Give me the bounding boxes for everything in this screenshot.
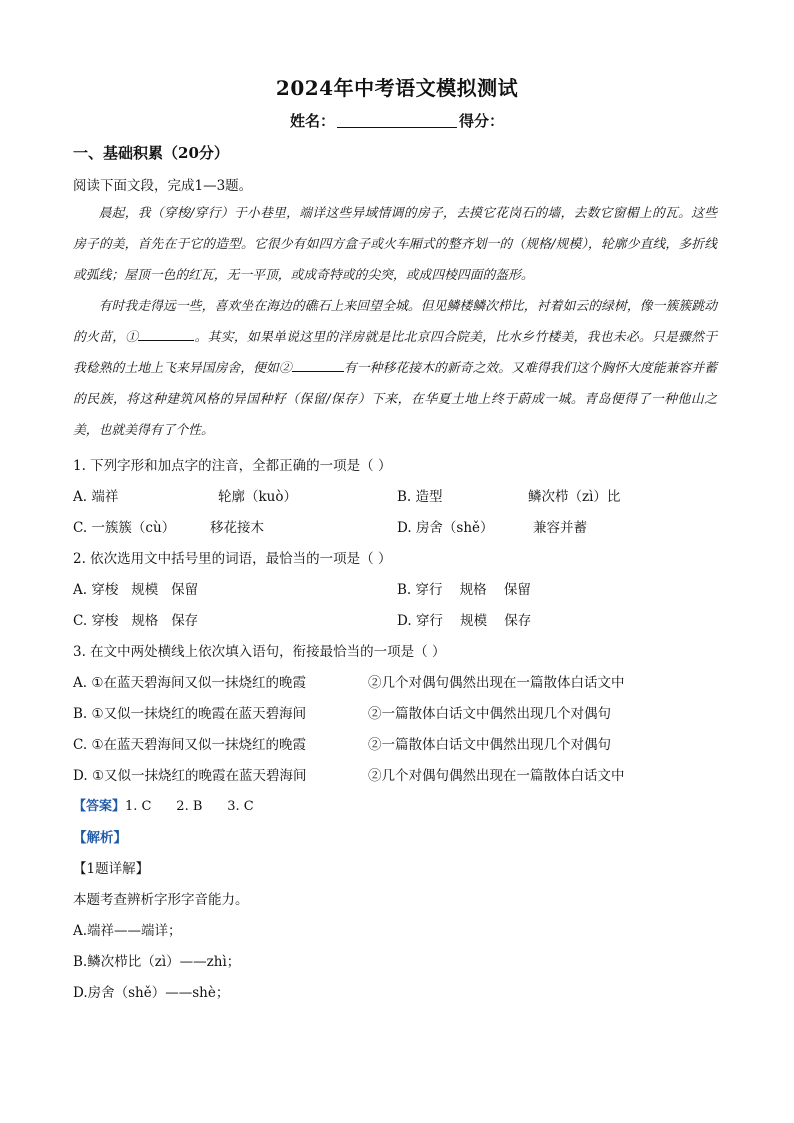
q3-option-a-b: ②几个对偶句偶然出现在一篇散体白话文中 bbox=[368, 675, 625, 691]
detail-line-2: A.端祥——端详； bbox=[73, 923, 182, 939]
blank-1 bbox=[138, 340, 194, 341]
question-2-stem: 2. 依次选用文中括号里的词语，最恰当的一项是（ ） bbox=[73, 551, 392, 567]
blank-2 bbox=[292, 371, 344, 372]
q2-option-b: B. 穿行 规格 保留 bbox=[397, 582, 531, 598]
q2-option-a: A. 穿梭 规模 保留 bbox=[73, 582, 199, 598]
q3-option-b-b: ②一篇散体白话文中偶然出现几个对偶句 bbox=[368, 706, 611, 722]
section-heading: 一、基础积累（20分） bbox=[73, 144, 229, 162]
q1-option-a-b: 轮廓（kuò） bbox=[218, 489, 298, 505]
answer-line: 【答案】1. C 2. B 3. C bbox=[73, 799, 254, 814]
q3-option-b: B. ①又似一抹烧红的晚霞在蓝天碧海间 bbox=[73, 706, 307, 722]
q3-option-d: D. ①又似一抹烧红的晚霞在蓝天碧海间 bbox=[73, 768, 307, 784]
name-blank bbox=[337, 113, 457, 128]
detail-label: 【1题详解】 bbox=[73, 861, 150, 877]
q3-option-a: A. ①在蓝天碧海间又似一抹烧红的晚霞 bbox=[73, 675, 306, 691]
q1-option-d: D. 房舍（shě） bbox=[397, 520, 494, 536]
q2-option-d: D. 穿行 规模 保存 bbox=[397, 613, 532, 629]
q1-option-b: B. 造型 bbox=[397, 489, 443, 505]
q3-option-d-b: ②几个对偶句偶然出现在一篇散体白话文中 bbox=[368, 768, 625, 784]
reading-passage bbox=[73, 198, 717, 446]
q1-option-a: A. 端祥 bbox=[73, 489, 119, 505]
page-title: 2024年中考语文模拟测试 bbox=[275, 76, 519, 100]
q1-option-c: C. 一簇簇（cù） bbox=[73, 520, 176, 536]
q1-option-b-b: 鳞次栉（zì）比 bbox=[528, 489, 621, 505]
question-3-stem: 3. 在文中两处横线上依次填入语句，衔接最恰当的一项是（ ） bbox=[73, 644, 446, 660]
detail-line-1: 本题考查辨析字形字音能力。 bbox=[73, 892, 249, 908]
instruction: 阅读下面文段，完成1—3题。 bbox=[73, 178, 253, 194]
answer-label: 【答案】 bbox=[73, 799, 126, 814]
score-label: 得分： bbox=[459, 112, 505, 130]
passage-paragraph-1: 晨起，我（穿梭/穿行）于小巷里，端详这些异域情调的房子，去摸它花岗石的墙，去数它窗楣上的瓦。这些房子的美，首先在于它的造型。它很少有如四方盒子或火车厢式的整齐划一的（规格/规模），轮廓少直线，多折线或弧线；屋顶一色的红瓦，无一平顶，或成奇特或的尖突，或成四棱四面的盔形。 bbox=[73, 206, 717, 283]
q2-option-c: C. 穿梭 规格 保存 bbox=[73, 613, 199, 629]
q1-option-c-b: 移花接木 bbox=[210, 520, 264, 536]
q1-option-d-b: 兼容并蓄 bbox=[533, 520, 587, 536]
detail-line-4: D.房舍（shě）——shè； bbox=[73, 985, 230, 1001]
name-label: 姓名： bbox=[289, 112, 335, 130]
q3-option-c-b: ②一篇散体白话文中偶然出现几个对偶句 bbox=[368, 737, 611, 753]
passage-paragraph-2: 有时我走得远一些，喜欢坐在海边的礁石上来回望全城。但见鳞楼鳞次栉比，衬着如云的绿树，像一簇簇跳动的火苗，① 。其实，如果单说这里的洋房就是比北京四合院美，比水乡竹楼美，我也未必。只是骤然于我稔熟的土地上飞来异国房舍，便如② 有一种移花接木的新奇之效。又难得我们这个胸怀大度能兼容并蓄的民族，将这种建筑风格的异国种籽（保留/保存）下来，在华夏土地上终于蔚成一城。青岛便得了一种他山之美，也就美得有了个性。 bbox=[73, 299, 718, 438]
analysis-label: 【解析】 bbox=[73, 830, 127, 846]
q3-option-c: C. ①在蓝天碧海间又似一抹烧红的晚霞 bbox=[73, 737, 307, 753]
detail-line-3: B.鳞次栉比（zì）——zhì； bbox=[73, 954, 241, 970]
question-1-stem: 1. 下列字形和加点字的注音，全都正确的一项是（ ） bbox=[73, 458, 392, 474]
name-score-line bbox=[0, 110, 794, 131]
